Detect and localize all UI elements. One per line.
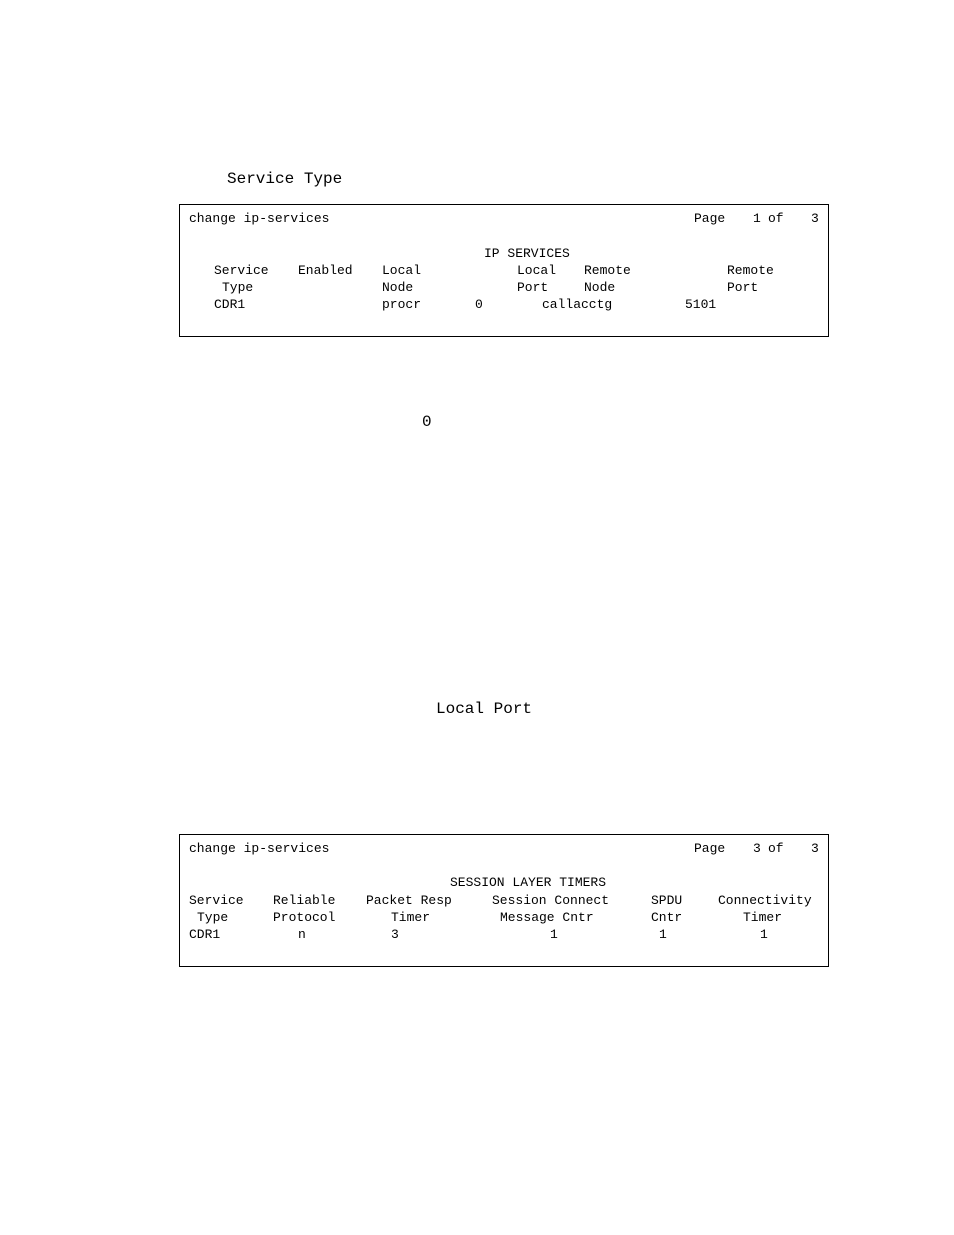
header-service: Service: [189, 893, 244, 908]
ip-services-screen-page-1: [179, 204, 829, 337]
stray-value: 0: [422, 413, 432, 431]
field-remote-node[interactable]: callacctg: [542, 297, 613, 312]
field-reliable-protocol[interactable]: n: [298, 927, 306, 942]
heading-service-type: Service Type: [227, 170, 343, 188]
field-local-port[interactable]: 0: [475, 297, 483, 312]
page-total: 3: [811, 841, 819, 856]
header-type: Type: [222, 280, 254, 295]
field-connectivity-timer[interactable]: 1: [760, 927, 768, 942]
header-local-port-2: Port: [517, 280, 549, 295]
ip-services-screen-page-3: [179, 834, 829, 967]
header-local-node-2: Node: [382, 280, 414, 295]
header-remote-node-1: Remote: [584, 263, 631, 278]
field-service-type[interactable]: CDR1: [214, 297, 246, 312]
field-session-connect-message-cntr[interactable]: 1: [550, 927, 558, 942]
header-reliable: Reliable: [273, 893, 336, 908]
header-type: Type: [197, 910, 229, 925]
field-packet-resp-timer[interactable]: 3: [391, 927, 399, 942]
field-spdu-cntr[interactable]: 1: [659, 927, 667, 942]
page-current: 3: [753, 841, 761, 856]
header-local-port-1: Local: [517, 263, 557, 278]
header-packet-timer: Timer: [391, 910, 431, 925]
header-session-connect: Session Connect: [492, 893, 610, 908]
header-connectivity-timer: Timer: [743, 910, 783, 925]
page-of: of: [768, 841, 784, 856]
page-total: 3: [811, 211, 819, 226]
field-remote-port[interactable]: 5101: [685, 297, 717, 312]
heading-local-port: Local Port: [436, 700, 533, 718]
field-service-type[interactable]: CDR1: [189, 927, 221, 942]
header-spdu: SPDU: [651, 893, 683, 908]
header-connectivity: Connectivity: [718, 893, 812, 908]
header-remote-node-2: Node: [584, 280, 616, 295]
screen-title: IP SERVICES: [484, 246, 570, 261]
header-local-node-1: Local: [382, 263, 422, 278]
header-remote-port-1: Remote: [727, 263, 774, 278]
header-protocol: Protocol: [273, 910, 336, 925]
header-message-cntr: Message Cntr: [500, 910, 594, 925]
page-current: 1: [753, 211, 761, 226]
command-line: change ip-services: [189, 841, 330, 856]
page-of: of: [768, 211, 784, 226]
header-enabled: Enabled: [298, 263, 353, 278]
header-spdu-cntr: Cntr: [651, 910, 683, 925]
header-packet-resp: Packet Resp: [366, 893, 452, 908]
header-service: Service: [214, 263, 269, 278]
field-local-node[interactable]: procr: [382, 297, 422, 312]
header-remote-port-2: Port: [727, 280, 759, 295]
command-line: change ip-services: [189, 211, 330, 226]
screen-title: SESSION LAYER TIMERS: [450, 875, 607, 890]
page-label: Page: [694, 211, 726, 226]
page-label: Page: [694, 841, 726, 856]
